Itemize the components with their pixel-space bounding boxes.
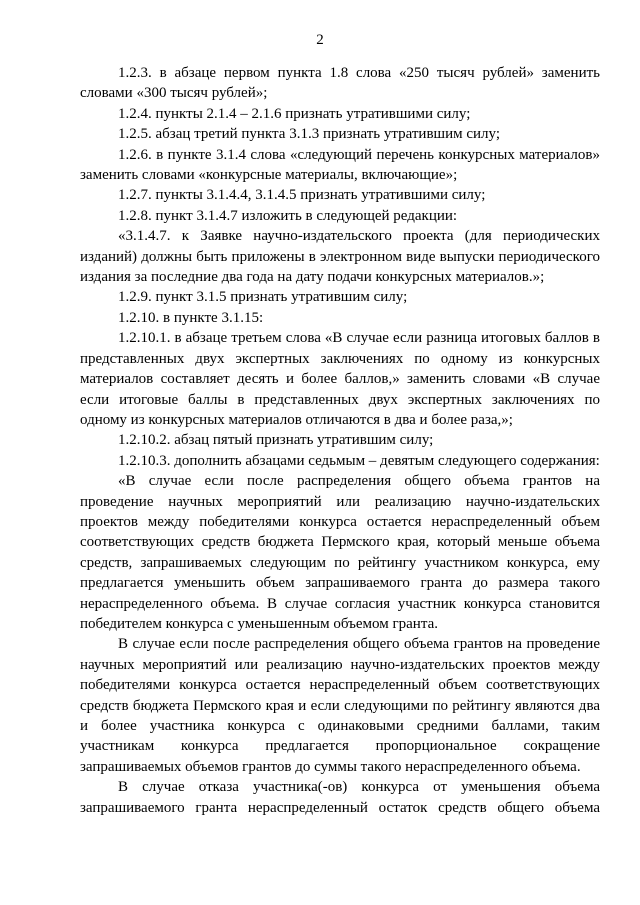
paragraph-1-2-3: 1.2.3. в абзаце первом пункта 1.8 слова «250 тысяч рублей» заменить словами «300 тысяч рублей»; — [80, 65, 600, 102]
page-number: 2 — [316, 32, 324, 48]
paragraph-1-2-10-1: 1.2.10.1. в абзаце третьем слова «В случае если разница итоговых баллов в представленных двух экспертных заключениях по одному из конкурсных материалов составляет десять и более баллов,» заменить словами «В случае если итоговые баллы в представленных двух экспертных заключениях по одному из конкурсных материалов отличаются в два и более раза,»; — [80, 330, 600, 428]
paragraph-1-2-10-2: 1.2.10.2. абзац пятый признать утратившим силу; — [118, 432, 434, 449]
paragraph-1-2-9: 1.2.9. пункт 3.1.5 признать утратившим силу; — [118, 289, 408, 306]
paragraph-1-2-4: 1.2.4. пункты 2.1.4 – 2.1.6 признать утратившими силу; — [118, 105, 471, 122]
paragraph-insert-ninth: В случае отказа участника(-ов) конкурса от уменьшения объема запрашиваемого гранта нераспределенный остаток средств общего объема — [80, 779, 600, 816]
paragraph-1-2-7: 1.2.7. пункты 3.1.4.4, 3.1.4.5 признать утратившими силу; — [118, 187, 486, 204]
paragraph-1-2-5: 1.2.5. абзац третий пункта 3.1.3 признать утратившим силу; — [118, 126, 501, 143]
paragraph-1-2-10-3: 1.2.10.3. дополнить абзацами седьмым – девятым следующего содержания: — [118, 452, 600, 469]
paragraph-insert-eighth: В случае если после распределения общего объема грантов на проведение научных мероприятий или реализацию научно-издательских проектов между победителями конкурса остается нераспределенный объем соответствующих средств бюджета Пермского края и если следующими по рейтингу являются два и более участника конкурса с одинаковыми средними баллами, таким участникам конкурса предлагается пропорциональное сокращение запрашиваемых объемов грантов до суммы такого нераспределенного объема. — [80, 636, 600, 775]
paragraph-1-2-8: 1.2.8. пункт 3.1.4.7 изложить в следующей редакции: — [118, 207, 458, 224]
document-body — [80, 63, 600, 818]
paragraph-3-1-4-7-quote: «3.1.4.7. к Заявке научно-издательского проекта (для периодических изданий) должны быть приложены в электронном виде выпуски периодического издания за последние два года на дату подачи конкурсных материалов.»; — [80, 228, 600, 286]
paragraph-1-2-10: 1.2.10. в пункте 3.1.15: — [118, 309, 264, 326]
paragraph-1-2-6: 1.2.6. в пункте 3.1.4 слова «следующий перечень конкурсных материалов» заменить словами «конкурсные материалы, включающие»; — [80, 146, 600, 184]
paragraph-insert-seventh: «В случае если после распределения общего объема грантов на проведение научных мероприятий или реализацию научно-издательских проектов между победителями конкурса остается нераспределенный объем соответствующих средств бюджета Пермского края, который меньше объема средств, запрашиваемых следующим по рейтингу участником конкурса, ему предлагается уменьшить объем запрашиваемого гранта до размера такого нераспределенного объема. В случае согласия участник конкурса становится победителем конкурса с уменьшенным объемом гранта. — [80, 473, 600, 632]
